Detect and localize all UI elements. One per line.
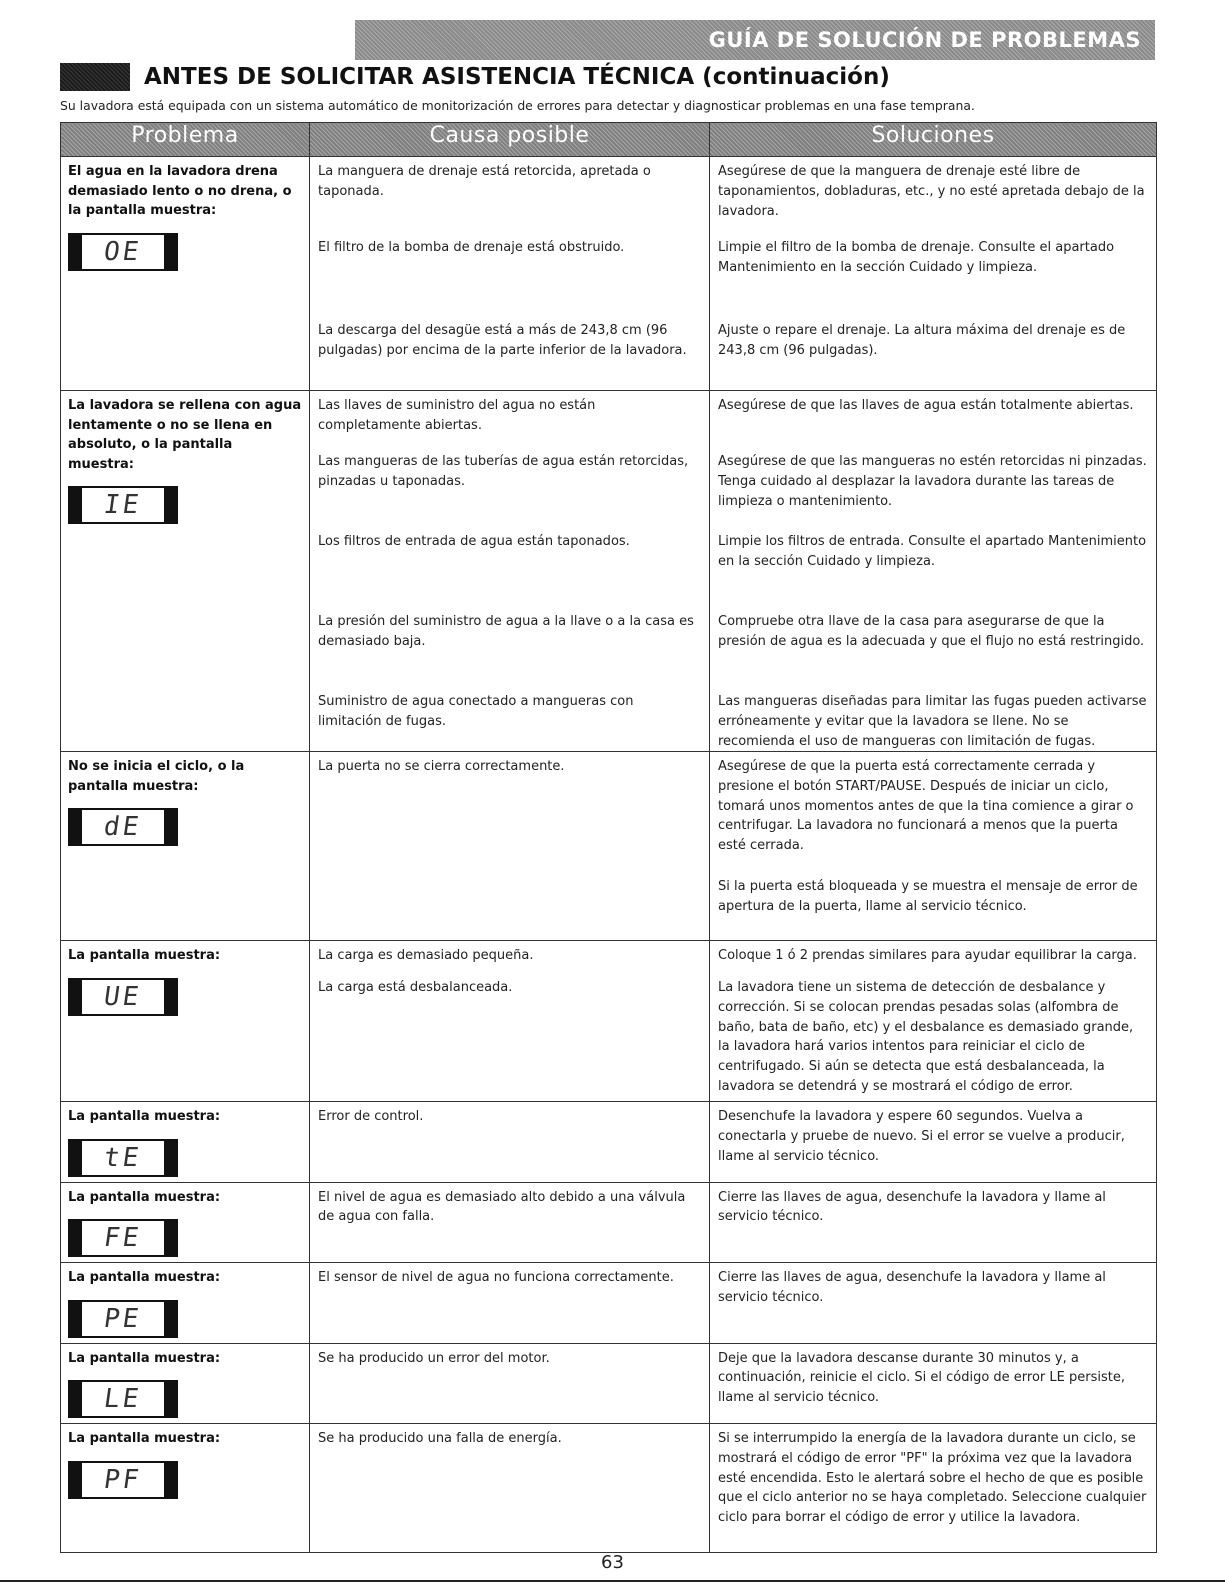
solution-text: Coloque 1 ó 2 prendas similares para ayudar equilibrar la carga. bbox=[718, 948, 1137, 963]
header-solution: Soluciones bbox=[710, 123, 1157, 157]
cause-text: El nivel de agua es demasiado alto debido a una válvula de agua con falla. bbox=[318, 1189, 686, 1225]
cause-cell bbox=[310, 752, 710, 941]
solution-text: Deje que la lavadora descanse durante 30 minutos y, a continuación, reinicie el ciclo. Si el código de error LE persiste, llame al servicio técnico. bbox=[718, 1350, 1125, 1405]
cause-text: Las llaves de suministro del agua no están completamente abiertas. bbox=[318, 398, 596, 433]
cause-text: La carga es demasiado pequeña. bbox=[318, 948, 534, 963]
solution-text: Si se interrumpido la energía de la lavadora durante un ciclo, se mostrará el código de error "PF" la próxima vez que la lavadora esté encendida. Esto le alertará sobre el hecho de que es posible que el ciclo anterior no se haya completado. Seleccione cualquier ciclo para borrar el código de error y utilice la lavadora. bbox=[718, 1431, 1147, 1525]
problem-cell bbox=[61, 1102, 310, 1183]
table-row bbox=[61, 1263, 1157, 1344]
solution-text: Ajuste o repare el drenaje. La altura máxima del drenaje es de 243,8 cm (96 pulgadas). bbox=[718, 323, 1126, 358]
cause-text: Suministro de agua conectado a mangueras con limitación de fugas. bbox=[318, 694, 634, 729]
error-code-display bbox=[68, 978, 178, 1016]
solution-text: Asegúrese de que las llaves de agua están totalmente abiertas. bbox=[718, 398, 1134, 413]
problem-cell bbox=[61, 1182, 310, 1263]
solution-text: Limpie los filtros de entrada. Consulte el apartado Mantenimiento en la sección Cuidado y limpieza. bbox=[718, 534, 1147, 569]
problem-cell bbox=[61, 157, 310, 391]
cause-text: El sensor de nivel de agua no funciona correctamente. bbox=[318, 1270, 674, 1285]
cause-text bbox=[310, 872, 709, 940]
problem-label: No se inicia el ciclo, o la pantalla muestra: bbox=[68, 759, 245, 794]
solution-cell bbox=[710, 1424, 1157, 1553]
problem-cell bbox=[61, 752, 310, 941]
solution-cell bbox=[710, 157, 1157, 391]
bottom-divider bbox=[0, 1580, 1225, 1582]
problem-cell bbox=[61, 1343, 310, 1424]
table-row bbox=[61, 1343, 1157, 1424]
cause-text: La manguera de drenaje está retorcida, apretada o taponada. bbox=[318, 164, 651, 199]
cause-cell bbox=[310, 1102, 710, 1183]
solution-text: Desenchufe la lavadora y espere 60 segundos. Vuelva a conectarla y pruebe de nuevo. Si el error se vuelve a producir, llame al servicio técnico. bbox=[718, 1109, 1125, 1164]
intro-text: Su lavadora está equipada con un sistema automático de monitorización de errores para detectar y diagnosticar problemas en una fase temprana. bbox=[60, 98, 975, 113]
cause-text: El filtro de la bomba de drenaje está obstruido. bbox=[318, 240, 625, 255]
problem-label: La lavadora se rellena con agua lentamente o no se llena en absoluto, o la pantalla muestra: bbox=[68, 398, 302, 472]
error-code: dE bbox=[102, 812, 144, 842]
error-code: PE bbox=[102, 1303, 144, 1334]
section-banner bbox=[355, 20, 1155, 60]
page-number: 63 bbox=[601, 1552, 624, 1573]
solution-text: Limpie el filtro de la bomba de drenaje. Consulte el apartado Mantenimiento en la sección Cuidado y limpieza. bbox=[718, 240, 1115, 275]
cause-cell bbox=[310, 941, 710, 1102]
problem-label: La pantalla muestra: bbox=[68, 1270, 221, 1285]
solution-cell bbox=[710, 1182, 1157, 1263]
error-code: LE bbox=[102, 1384, 144, 1414]
cause-cell bbox=[310, 1182, 710, 1263]
solution-text: Cierre las llaves de agua, desenchufe la lavadora y llame al servicio técnico. bbox=[718, 1189, 1106, 1225]
problem-label: La pantalla muestra: bbox=[68, 948, 221, 963]
solution-cell bbox=[710, 1343, 1157, 1424]
cause-text: La carga está desbalanceada. bbox=[318, 980, 513, 995]
problem-cell bbox=[61, 1424, 310, 1553]
problem-label: La pantalla muestra: bbox=[68, 1350, 221, 1366]
cause-text: La descarga del desagüe está a más de 243,8 cm (96 pulgadas) por encima de la parte inferior de la lavadora. bbox=[318, 323, 687, 358]
cause-cell bbox=[310, 1424, 710, 1553]
header-problem: Problema bbox=[61, 123, 310, 157]
cause-text: La presión del suministro de agua a la llave o a la casa es demasiado baja. bbox=[318, 614, 694, 649]
problem-cell bbox=[61, 391, 310, 752]
cause-cell bbox=[310, 1263, 710, 1344]
solution-cell bbox=[710, 1263, 1157, 1344]
solution-text: Si la puerta está bloqueada y se muestra el mensaje de error de apertura de la puerta, llame al servicio técnico. bbox=[718, 879, 1138, 914]
page-heading bbox=[60, 63, 890, 91]
error-code: FE bbox=[102, 1223, 144, 1253]
troubleshooting-table bbox=[60, 122, 1157, 1553]
error-code-display bbox=[68, 1300, 178, 1338]
table-row bbox=[61, 391, 1157, 752]
problem-label: La pantalla muestra: bbox=[68, 1109, 221, 1124]
error-code-display bbox=[68, 233, 178, 271]
cause-text: Se ha producido una falla de energía. bbox=[318, 1431, 562, 1446]
error-code-display bbox=[68, 1139, 178, 1177]
solution-text: Asegúrese de que las mangueras no estén retorcidas ni pinzadas. Tenga cuidado al desplazar la lavadora durante las tareas de limpieza o mantenimiento. bbox=[718, 454, 1147, 509]
solution-text: Compruebe otra llave de la casa para asegurarse de que la presión de agua es la adecuada y que el flujo no está restringido. bbox=[718, 614, 1145, 649]
problem-label: La pantalla muestra: bbox=[68, 1189, 221, 1205]
solution-text: Las mangueras diseñadas para limitar las fugas pueden activarse erróneamente y evitar que la lavadora se llene. No se recomienda el uso de mangueras con limitación de fugas. bbox=[718, 694, 1147, 749]
error-code-display bbox=[68, 1461, 178, 1499]
cause-text: Los filtros de entrada de agua están taponados. bbox=[318, 534, 630, 549]
error-code-display bbox=[68, 808, 178, 846]
table-row bbox=[61, 1102, 1157, 1183]
error-code: UE bbox=[102, 981, 144, 1012]
cause-text: Se ha producido un error del motor. bbox=[318, 1350, 550, 1366]
cause-text: Error de control. bbox=[318, 1109, 424, 1124]
problem-cell bbox=[61, 941, 310, 1102]
table-row bbox=[61, 941, 1157, 1102]
solution-cell bbox=[710, 752, 1157, 941]
problem-label: La pantalla muestra: bbox=[68, 1431, 221, 1446]
error-code-display bbox=[68, 1380, 178, 1418]
table-row bbox=[61, 157, 1157, 391]
error-code: PF bbox=[102, 1464, 144, 1495]
cause-text: Las mangueras de las tuberías de agua están retorcidas, pinzadas u taponadas. bbox=[318, 454, 689, 489]
error-code-display bbox=[68, 1219, 178, 1257]
error-code: IE bbox=[102, 490, 144, 520]
cause-cell bbox=[310, 1343, 710, 1424]
error-code-display bbox=[68, 486, 178, 524]
solution-text: Cierre las llaves de agua, desenchufe la lavadora y llame al servicio técnico. bbox=[718, 1270, 1106, 1305]
solution-text: Asegúrese de que la manguera de drenaje esté libre de taponamientos, dobladuras, etc., y no esté apretada debajo de la lavadora. bbox=[718, 164, 1145, 219]
table-row bbox=[61, 752, 1157, 941]
page-title: ANTES DE SOLICITAR ASISTENCIA TÉCNICA (continuación) bbox=[144, 64, 890, 90]
cause-text: La puerta no se cierra correctamente. bbox=[318, 759, 565, 774]
header-cause: Causa posible bbox=[310, 123, 710, 157]
cause-cell bbox=[310, 391, 710, 752]
section-banner-title: GUÍA DE SOLUCIÓN DE PROBLEMAS bbox=[708, 28, 1141, 52]
error-code: OE bbox=[102, 236, 144, 267]
table-header-row bbox=[61, 123, 1157, 157]
solution-cell bbox=[710, 391, 1157, 752]
table-row bbox=[61, 1182, 1157, 1263]
error-code: tE bbox=[102, 1142, 144, 1173]
cause-cell bbox=[310, 157, 710, 391]
solution-text: La lavadora tiene un sistema de detección de desbalance y corrección. Si se colocan prendas pesadas solas (alfombra de baño, bata de baño, etc) y el desbalance es demasiado grande, la lavadora hará varios intentos para reiniciar el ciclo de centrifugado. Si aún se detecta que está desbalanceada, la lavadora se detendrá y se mostrará el código de error. bbox=[718, 980, 1134, 1094]
heading-marker-block bbox=[60, 63, 130, 91]
problem-cell bbox=[61, 1263, 310, 1344]
solution-cell bbox=[710, 1102, 1157, 1183]
solution-cell bbox=[710, 941, 1157, 1102]
problem-label: El agua en la lavadora drena demasiado lento o no drena, o la pantalla muestra: bbox=[68, 164, 292, 218]
table-row bbox=[61, 1424, 1157, 1553]
solution-text: Asegúrese de que la puerta está correctamente cerrada y presione el botón START/PAUSE. Después de iniciar un ciclo, tomará unos momentos antes de que la tina comience a girar o centrifugar. La lavadora no funcionará a menos que la puerta esté cerrada. bbox=[718, 759, 1134, 853]
